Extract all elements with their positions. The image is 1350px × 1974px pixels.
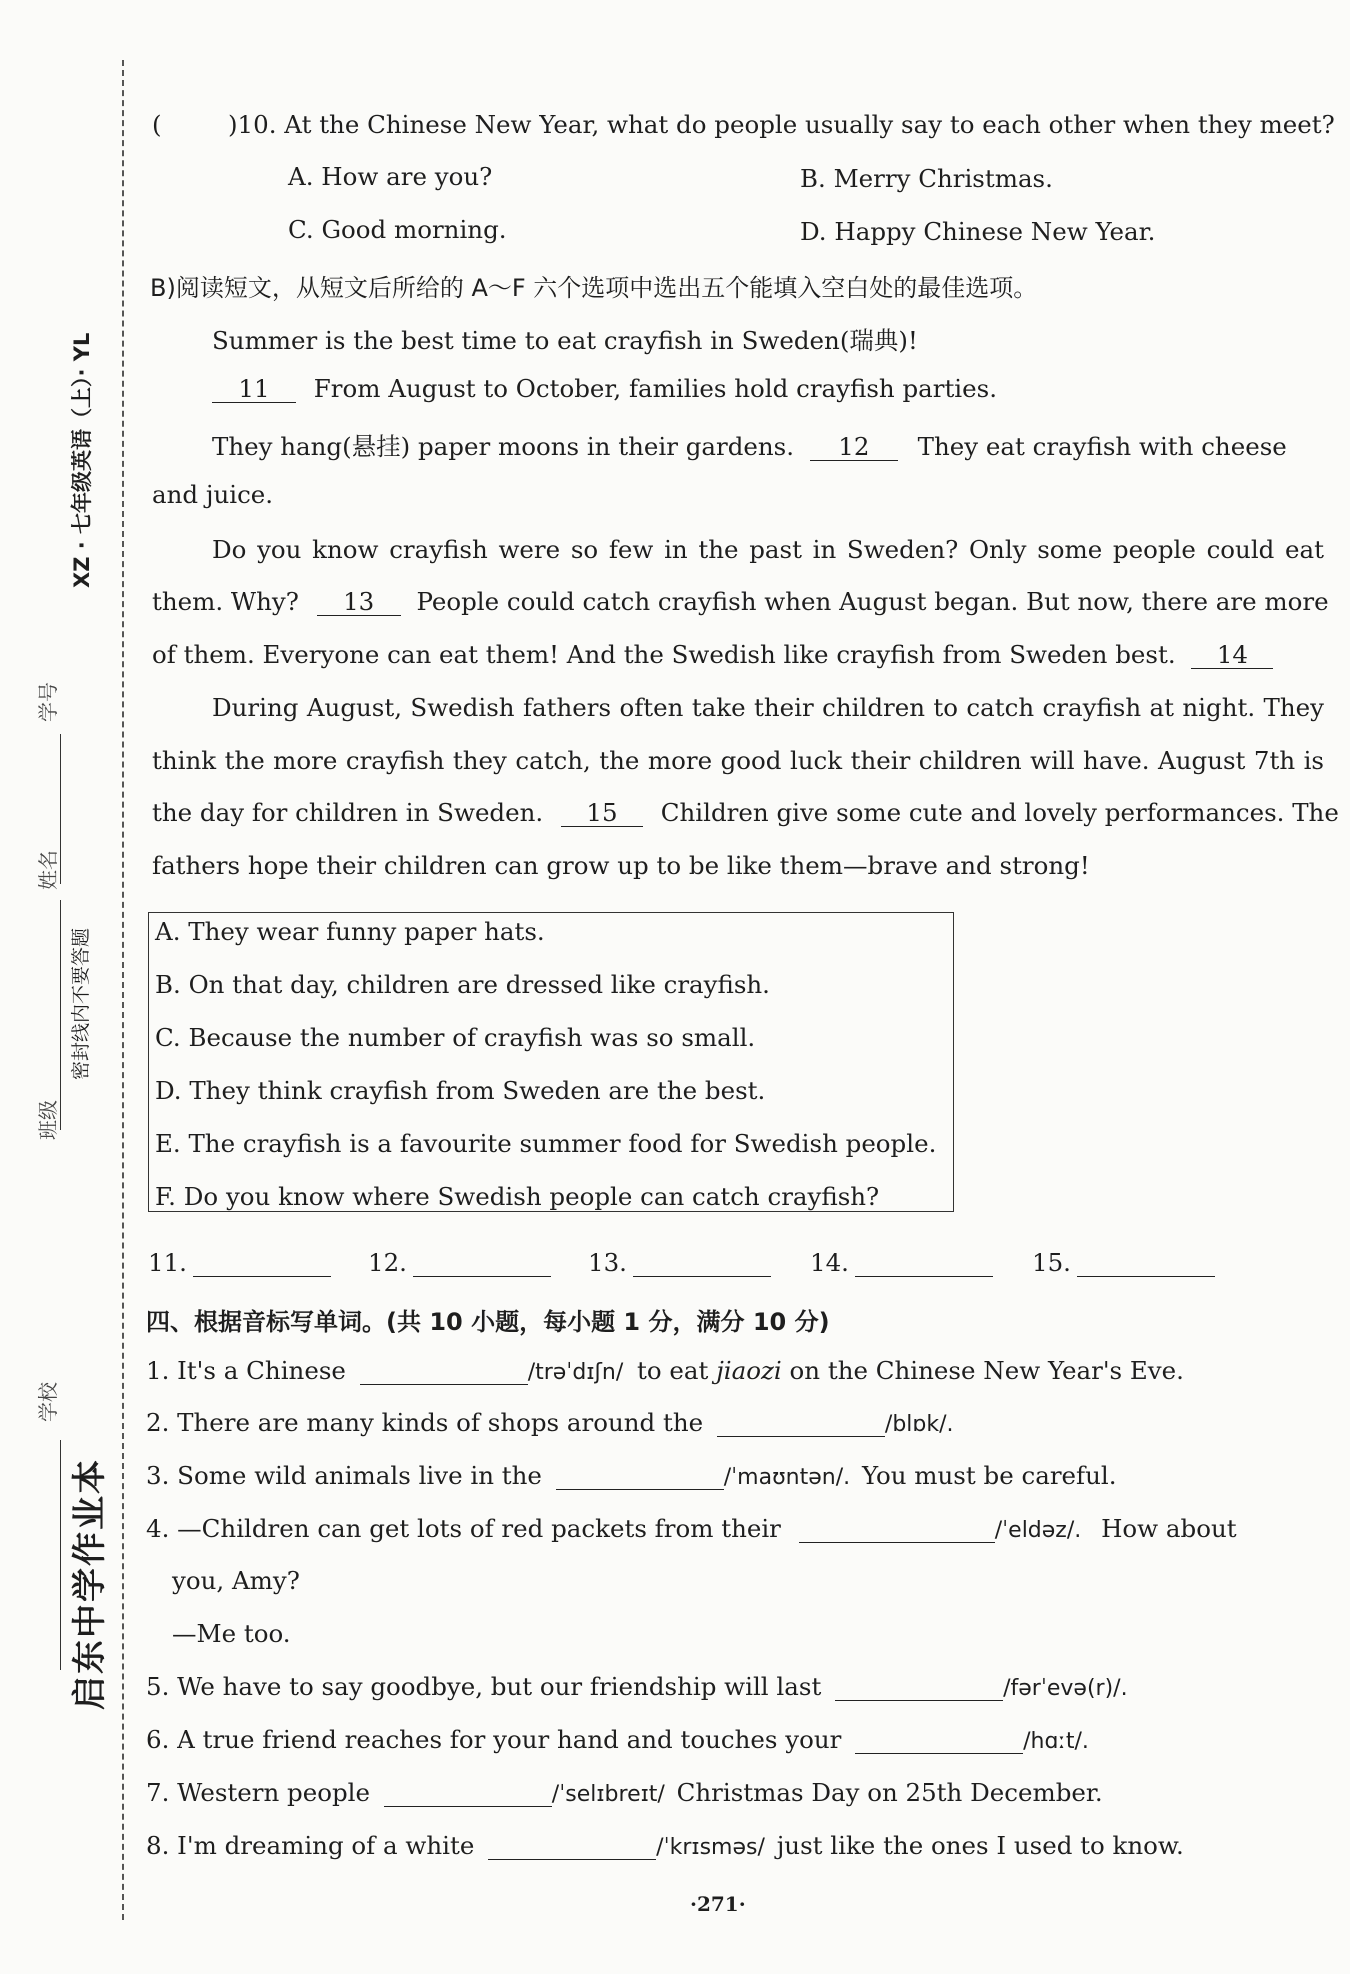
passage-line-5c1: the day for children in Sweden. — [152, 798, 544, 827]
book-title: 启东中学作业本 — [70, 1458, 110, 1710]
page-number: ·271· — [690, 1892, 746, 1916]
passage-line-5c2: Children give some cute and lovely performances. The — [660, 798, 1339, 827]
passage-line-3 — [212, 428, 1287, 463]
choice-a: A. They wear funny paper hats. — [155, 917, 545, 946]
passage-line-5c — [152, 798, 1339, 827]
choice-e: E. The crayfish is a favourite summer food for Swedish people. — [155, 1129, 937, 1158]
s4-q4-blank[interactable] — [799, 1516, 995, 1543]
answer-11[interactable]: 11. — [148, 1248, 331, 1277]
s4-q2-blank[interactable] — [717, 1410, 885, 1437]
passage-line-5a: During August, Swedish fathers often take their children to catch crayfish at night. They — [212, 693, 1324, 722]
s4-q1-blank[interactable] — [360, 1358, 528, 1385]
passage-line-5d: fathers hope their children can grow up to be like them—brave and strong! — [152, 851, 1090, 880]
answer-14[interactable]: 14. — [810, 1248, 993, 1277]
s4-q8-blank[interactable] — [488, 1833, 656, 1860]
passage-line-4c-text: of them. Everyone can eat them! And the Swedish like crayfish from Sweden best. — [152, 640, 1176, 669]
passage-line-4a: Do you know crayfish were so few in the past in Sweden? Only some people could eat — [212, 535, 1324, 564]
s4-q4-reply: —Me too. — [172, 1619, 291, 1648]
passage-line-4b — [152, 587, 1329, 616]
s4-q6-blank[interactable] — [855, 1727, 1023, 1754]
passage-line-2 — [212, 374, 997, 403]
book-subtitle: XZ · 七年级英语（上）· YL — [70, 332, 94, 588]
s4-q6: 6. A true friend reaches for your hand and touches your /hɑːt/. — [146, 1725, 1089, 1754]
q10-option-c[interactable]: C. Good morning. — [288, 215, 507, 244]
options-box — [148, 912, 954, 1212]
passage-line-3c: and juice. — [152, 480, 274, 509]
section-4-title: 四、根据音标写单词。(共 10 小题，每小题 1 分，满分 10 分) — [146, 1308, 830, 1336]
s4-q1: 1. It's a Chinese /trəˈdɪʃn/ to eat jiaozi on the Chinese New Year's Eve. — [146, 1356, 1184, 1385]
class-field-line[interactable] — [60, 900, 61, 1130]
answer-15[interactable]: 15. — [1032, 1248, 1215, 1277]
passage-line-4b1: them. Why? — [152, 587, 299, 616]
seal-note: 密封线内不要答题 — [70, 927, 92, 1080]
q10-stem: )10. At the Chinese New Year, what do people usually say to each other when they meet? — [228, 110, 1335, 139]
s4-q2: 2. There are many kinds of shops around the /blɒk/. — [146, 1408, 954, 1437]
s4-q7: 7. Western people /ˈselɪbreɪt/ Christmas Day on 25th December. — [146, 1778, 1103, 1807]
passage-line-4c — [152, 640, 1273, 669]
q10-paren: ( — [152, 110, 162, 139]
choice-d: D. They think crayfish from Sweden are the best. — [155, 1076, 766, 1105]
passage-line-3a: They hang(悬挂) paper moons in their gardens. — [212, 432, 795, 461]
s4-q4-cont: you, Amy? — [172, 1566, 300, 1595]
s4-q5: 5. We have to say goodbye, but our friendship will last /fərˈevə(r)/. — [146, 1672, 1128, 1701]
blank-13[interactable]: 13 — [317, 589, 401, 616]
passage-line-3b: They eat crayfish with cheese — [917, 432, 1287, 461]
blank-14[interactable]: 14 — [1191, 642, 1273, 669]
passage-line-2-text: From August to October, families hold crayfish parties. — [313, 374, 997, 403]
s4-q7-blank[interactable] — [384, 1780, 552, 1807]
seal-dashed-line — [122, 60, 124, 1920]
choice-b: B. On that day, children are dressed like crayfish. — [155, 970, 770, 999]
q10-option-d[interactable]: D. Happy Chinese New Year. — [800, 217, 1156, 246]
passage-line-1: Summer is the best time to eat crayfish in Sweden(瑞典)! — [212, 326, 918, 355]
answer-13[interactable]: 13. — [588, 1248, 771, 1277]
choice-f: F. Do you know where Swedish people can catch crayfish? — [155, 1182, 880, 1211]
s4-q4: 4. —Children can get lots of red packets from their /ˈeldəz/. How about — [146, 1514, 1237, 1543]
s4-q8: 8. I'm dreaming of a white /ˈkrɪsməs/ just like the ones I used to know. — [146, 1831, 1184, 1860]
number-label: 学号 — [36, 682, 60, 722]
blank-11[interactable]: 11 — [212, 376, 296, 403]
name-field-line[interactable] — [60, 734, 61, 884]
s4-q3: 3. Some wild animals live in the /ˈmaʊntən/. You must be careful. — [146, 1461, 1117, 1490]
s4-q3-blank[interactable] — [556, 1463, 724, 1490]
s4-q5-blank[interactable] — [835, 1674, 1003, 1701]
blank-15[interactable]: 15 — [561, 800, 643, 827]
q10-option-a[interactable]: A. How are you? — [288, 162, 493, 191]
choice-c: C. Because the number of crayfish was so small. — [155, 1023, 756, 1052]
passage-line-5b: think the more crayfish they catch, the more good luck their children will have. August 7th is — [152, 746, 1324, 775]
blank-12[interactable]: 12 — [810, 434, 898, 461]
class-label: 班级 — [36, 1100, 60, 1140]
school-label: 学校 — [36, 1382, 60, 1422]
answer-12[interactable]: 12. — [368, 1248, 551, 1277]
passage-line-4b2: People could catch crayfish when August began. But now, there are more — [416, 587, 1329, 616]
q10-option-b[interactable]: B. Merry Christmas. — [800, 164, 1053, 193]
section-b-instruction: B)阅读短文，从短文后所给的 A～F 六个选项中选出五个能填入空白处的最佳选项。 — [150, 274, 1038, 302]
school-field-line[interactable] — [60, 1440, 61, 1670]
name-label: 姓名 — [36, 850, 60, 890]
